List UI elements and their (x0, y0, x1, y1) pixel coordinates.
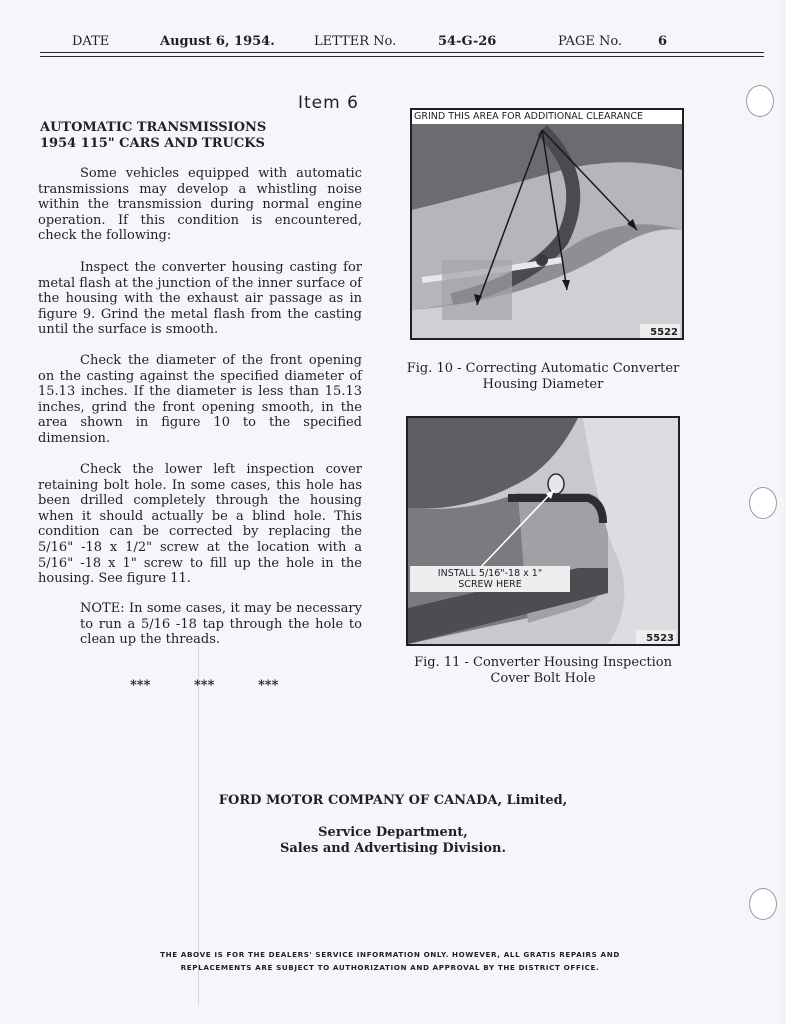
paragraph-diameter (38, 353, 362, 447)
figure10-caption (378, 361, 708, 393)
paragraph-flash-text: Inspect the converter housing casting for metal flash at the junction of the inner surface of the housing with the exhaust air passage as in figure 9. Grind the metal flash from the casting until the surface is smooth. (38, 260, 362, 338)
figure11-label-line1: INSTALL 5/16"-18 x 1" (437, 568, 543, 579)
date-label: DATE (72, 34, 110, 49)
figure11-caption (378, 655, 708, 687)
section-title-line1: AUTOMATIC TRANSMISSIONS (40, 120, 267, 135)
figure11-photo (406, 416, 680, 646)
item-title: Item 6 (298, 93, 359, 113)
figure10-caption-line1: Fig. 10 - Correcting Automatic Converter (406, 361, 680, 376)
paragraph-intro-text: Some vehicles equipped with automatic transmissions may develop a whistling noise within the transmission during normal engine operation. If this condition is encountered, check the following: (38, 166, 362, 244)
figure11-caption-line1: Fig. 11 - Converter Housing Inspection (414, 655, 672, 670)
sales-division: Sales and Advertising Division. (279, 841, 507, 856)
figure10-number: 5522 (650, 327, 678, 338)
figure11-caption-line2: Cover Bolt Hole (490, 671, 596, 686)
paragraph-flash (38, 260, 362, 338)
date-value: August 6, 1954. (160, 34, 275, 49)
paragraph-intro (38, 166, 362, 244)
header-rule-secondary (40, 56, 764, 57)
page-label: PAGE No. (558, 34, 623, 49)
figure11-label (412, 568, 568, 590)
figure10-illustration (412, 110, 682, 338)
figure11-illustration (408, 418, 678, 644)
figure11-label-line2: SCREW HERE (458, 579, 522, 590)
separator-stars: *** (194, 678, 215, 693)
paragraph-bolt-hole-text: Check the lower left inspection cover retaining bolt hole. In some cases, this hole has been drilled completely through the housing when it should actually be a blind hole. This condition can be corrected by replacing the 5/16" -18 x 1/2" screw at the location with a 5/16" -18 x 1" screw to fill up the hole in the housing. See figure 11. (38, 462, 362, 587)
separator-stars: *** (258, 678, 279, 693)
letter-value: 54-G-26 (438, 34, 497, 49)
disclaimer-line2: REPLACEMENTS ARE SUBJECT TO AUTHORIZATION AND APPROVAL BY THE DISTRICT OFFICE. (180, 963, 600, 972)
figure10-caption-line2: Housing Diameter (482, 377, 604, 392)
figure10-photo (410, 108, 684, 340)
section-title (40, 120, 266, 152)
service-department: Service Department, (318, 825, 468, 840)
punch-hole (746, 85, 774, 117)
disclaimer (80, 948, 700, 974)
page-value: 6 (658, 34, 668, 49)
punch-hole (749, 487, 777, 519)
company-name: FORD MOTOR COMPANY OF CANADA, Limited, (218, 793, 568, 808)
disclaimer-line1: THE ABOVE IS FOR THE DEALERS' SERVICE INFORMATION ONLY. HOWEVER, ALL GRATIS REPAIRS AND (160, 950, 620, 959)
separator-stars: *** (130, 678, 151, 693)
note: NOTE: In some cases, it may be necessary to run a 5/16 -18 tap through the hole to clean up the threads. (80, 601, 362, 648)
punch-hole (749, 888, 777, 920)
figure10-label: GRIND THIS AREA FOR ADDITIONAL CLEARANCE (414, 111, 644, 122)
section-title-line2: 1954 115" CARS AND TRUCKS (40, 136, 265, 151)
paragraph-diameter-text: Check the diameter of the front opening on the casting against the specified diameter of 15.13 inches. If the diameter is less than 15.13 inches, grind the front opening smooth, in the area shown in figure 10 to the specified dimension. (38, 353, 362, 446)
letter-label: LETTER No. (314, 34, 397, 49)
paragraph-bolt-hole (38, 462, 362, 587)
header-rule (40, 52, 764, 53)
figure11-number: 5523 (646, 633, 674, 644)
letter-header (40, 34, 764, 52)
